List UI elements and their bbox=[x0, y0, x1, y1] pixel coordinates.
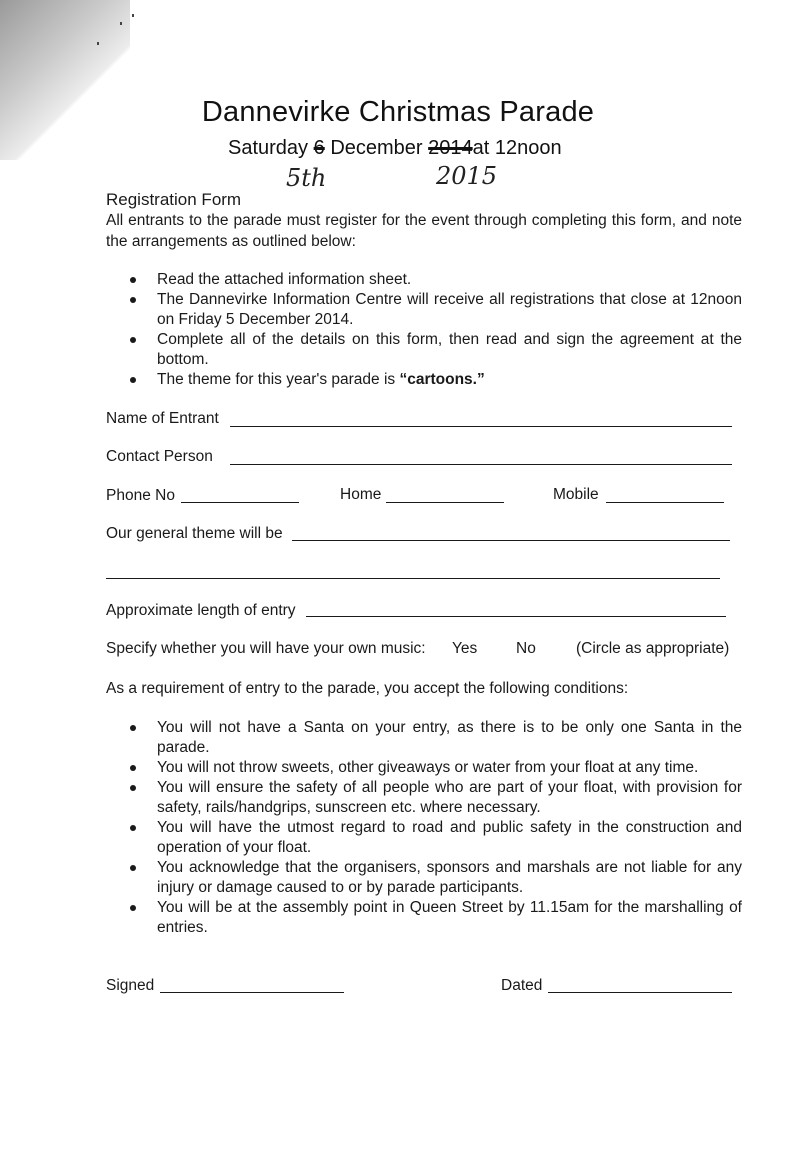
home-line[interactable] bbox=[386, 502, 504, 503]
handwritten-day: 5th bbox=[286, 164, 327, 192]
general-theme-label: Our general theme will be bbox=[106, 525, 283, 542]
list-item bbox=[106, 718, 742, 758]
registration-form-title: Registration Form bbox=[106, 190, 242, 209]
mobile-line[interactable] bbox=[606, 502, 724, 503]
handwritten-year: 2015 bbox=[436, 162, 498, 190]
intro-paragraph: All entrants to the parade must register for the event through completing this form, and note the arrangements as outlined below: bbox=[106, 212, 742, 250]
theme-prefix: The theme for this year's parade is bbox=[157, 371, 400, 388]
general-theme-line-2[interactable] bbox=[106, 578, 720, 579]
name-of-entrant-label: Name of Entrant bbox=[106, 410, 219, 427]
bullet-icon bbox=[130, 765, 136, 771]
list-item bbox=[106, 898, 742, 938]
music-yes-option[interactable]: Yes bbox=[452, 640, 478, 657]
conditions-intro: As a requirement of entry to the parade, you accept the following conditions: bbox=[106, 680, 629, 697]
list-item bbox=[106, 290, 742, 330]
date-line[interactable] bbox=[548, 992, 732, 993]
signature-line[interactable] bbox=[160, 992, 344, 993]
list-item bbox=[106, 330, 742, 370]
subtitle-saturday: Saturday bbox=[228, 137, 309, 159]
music-hint: (Circle as appropriate) bbox=[576, 640, 730, 657]
bullet-text: Read the attached information sheet. bbox=[157, 271, 412, 288]
list-item bbox=[106, 758, 742, 778]
scan-speck bbox=[120, 22, 122, 25]
bullet-text: The Dannevirke Information Centre will receive all registrations that close at 12noon on Friday 5 December 2014. bbox=[157, 291, 742, 328]
subtitle-december: December bbox=[330, 137, 423, 159]
bullet-icon bbox=[130, 865, 136, 871]
subtitle-time: at 12noon bbox=[472, 137, 562, 159]
scan-speck bbox=[132, 14, 134, 17]
scan-speck bbox=[97, 42, 99, 45]
list-item bbox=[106, 270, 742, 290]
home-label: Home bbox=[340, 486, 382, 503]
bullet-icon bbox=[130, 337, 136, 343]
mobile-label: Mobile bbox=[553, 486, 599, 503]
condition-text: You will be at the assembly point in Queen Street by 11.15am for the marshalling of entries. bbox=[157, 899, 742, 936]
name-of-entrant-line[interactable] bbox=[230, 426, 732, 427]
list-item bbox=[106, 778, 742, 818]
theme-value: “cartoons.” bbox=[399, 371, 485, 388]
bullet-text: Complete all of the details on this form, then read and sign the agreement at the bottom. bbox=[157, 331, 742, 368]
contact-person-label: Contact Person bbox=[106, 448, 213, 465]
arrangements-list bbox=[106, 270, 742, 390]
bullet-icon bbox=[130, 825, 136, 831]
event-date-line bbox=[228, 137, 562, 160]
bullet-icon bbox=[130, 905, 136, 911]
struck-day: 6 bbox=[313, 137, 325, 159]
bullet-icon bbox=[130, 725, 136, 731]
bullet-icon bbox=[130, 277, 136, 283]
approx-length-label: Approximate length of entry bbox=[106, 602, 296, 619]
general-theme-line[interactable] bbox=[292, 540, 730, 541]
bullet-icon bbox=[130, 377, 136, 383]
condition-text: You acknowledge that the organisers, sponsors and marshals are not liable for any injury or damage caused to or by parade participants. bbox=[157, 859, 742, 896]
condition-text: You will have the utmost regard to road and public safety in the construction and operation of your float. bbox=[157, 819, 742, 856]
condition-text: You will ensure the safety of all people who are part of your float, with provision for safety, rails/handgrips, sunscreen etc. where necessary. bbox=[157, 779, 742, 816]
bullet-icon bbox=[130, 785, 136, 791]
list-item bbox=[106, 370, 742, 390]
music-question: Specify whether you will have your own music: bbox=[106, 640, 426, 657]
list-item bbox=[106, 818, 742, 858]
signed-label: Signed bbox=[106, 977, 155, 994]
condition-text: You will not have a Santa on your entry, as there is to be only one Santa in the parade. bbox=[157, 719, 742, 756]
contact-person-line[interactable] bbox=[230, 464, 732, 465]
list-item bbox=[106, 858, 742, 898]
scanned-page-corner-shadow bbox=[0, 0, 130, 160]
dated-label: Dated bbox=[501, 977, 543, 994]
phone-no-label: Phone No bbox=[106, 487, 175, 504]
music-no-option[interactable]: No bbox=[516, 640, 536, 657]
approx-length-line[interactable] bbox=[306, 616, 726, 617]
condition-text: You will not throw sweets, other giveaways or water from your float at any time. bbox=[157, 759, 699, 776]
page-title: Dannevirke Christmas Parade bbox=[201, 96, 595, 128]
phone-no-line[interactable] bbox=[181, 502, 299, 503]
conditions-list bbox=[106, 718, 742, 938]
bullet-icon bbox=[130, 297, 136, 303]
struck-year: 2014 bbox=[428, 137, 473, 159]
